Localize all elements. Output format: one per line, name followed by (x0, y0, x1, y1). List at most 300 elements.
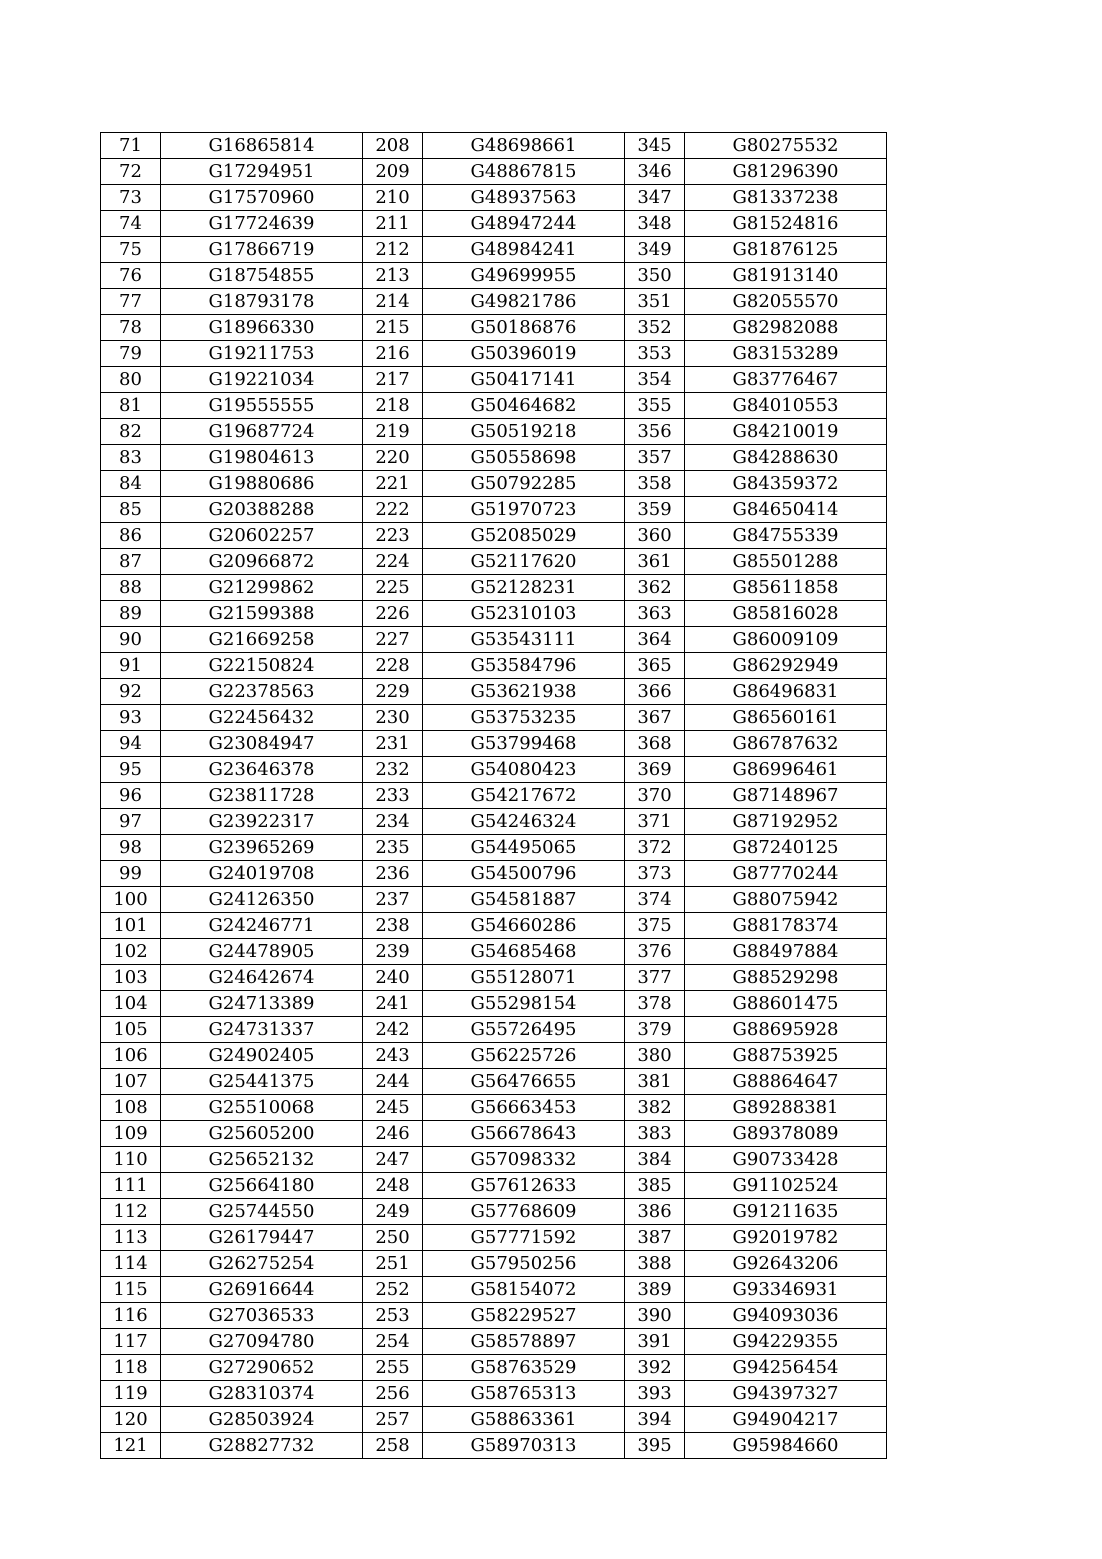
serial-number-cell: 77 (101, 289, 161, 315)
id-code-cell: G85611858 (685, 575, 887, 601)
serial-number-cell: 383 (625, 1121, 685, 1147)
id-number-table (100, 132, 887, 1459)
serial-number-cell: 382 (625, 1095, 685, 1121)
serial-number-cell: 237 (363, 887, 423, 913)
serial-number-cell: 371 (625, 809, 685, 835)
table-row (101, 1251, 887, 1277)
serial-number-cell: 387 (625, 1225, 685, 1251)
serial-number-cell: 392 (625, 1355, 685, 1381)
table-row (101, 835, 887, 861)
serial-number-cell: 217 (363, 367, 423, 393)
serial-number-cell: 393 (625, 1381, 685, 1407)
id-code-cell: G24731337 (161, 1017, 363, 1043)
serial-number-cell: 118 (101, 1355, 161, 1381)
id-code-cell: G94256454 (685, 1355, 887, 1381)
id-code-cell: G54080423 (423, 757, 625, 783)
serial-number-cell: 89 (101, 601, 161, 627)
serial-number-cell: 99 (101, 861, 161, 887)
serial-number-cell: 256 (363, 1381, 423, 1407)
serial-number-cell: 350 (625, 263, 685, 289)
id-code-cell: G81524816 (685, 211, 887, 237)
serial-number-cell: 360 (625, 523, 685, 549)
table-row (101, 471, 887, 497)
id-code-cell: G24713389 (161, 991, 363, 1017)
serial-number-cell: 365 (625, 653, 685, 679)
table-row (101, 965, 887, 991)
id-code-cell: G48698661 (423, 133, 625, 159)
serial-number-cell: 117 (101, 1329, 161, 1355)
id-code-cell: G55726495 (423, 1017, 625, 1043)
id-code-cell: G49821786 (423, 289, 625, 315)
serial-number-cell: 214 (363, 289, 423, 315)
serial-number-cell: 242 (363, 1017, 423, 1043)
id-code-cell: G88529298 (685, 965, 887, 991)
id-code-cell: G93346931 (685, 1277, 887, 1303)
id-code-cell: G88178374 (685, 913, 887, 939)
id-code-cell: G81296390 (685, 159, 887, 185)
serial-number-cell: 114 (101, 1251, 161, 1277)
serial-number-cell: 93 (101, 705, 161, 731)
serial-number-cell: 228 (363, 653, 423, 679)
id-code-cell: G48947244 (423, 211, 625, 237)
table-row (101, 159, 887, 185)
id-code-cell: G58154072 (423, 1277, 625, 1303)
id-code-cell: G20388288 (161, 497, 363, 523)
serial-number-cell: 100 (101, 887, 161, 913)
serial-number-cell: 75 (101, 237, 161, 263)
serial-number-cell: 377 (625, 965, 685, 991)
id-code-cell: G52310103 (423, 601, 625, 627)
id-code-cell: G58229527 (423, 1303, 625, 1329)
id-code-cell: G16865814 (161, 133, 363, 159)
id-code-cell: G22378563 (161, 679, 363, 705)
id-code-cell: G24902405 (161, 1043, 363, 1069)
id-code-cell: G48984241 (423, 237, 625, 263)
serial-number-cell: 74 (101, 211, 161, 237)
serial-number-cell: 345 (625, 133, 685, 159)
serial-number-cell: 210 (363, 185, 423, 211)
id-code-cell: G82055570 (685, 289, 887, 315)
table-row (101, 575, 887, 601)
id-code-cell: G83776467 (685, 367, 887, 393)
table-row (101, 263, 887, 289)
serial-number-cell: 354 (625, 367, 685, 393)
serial-number-cell: 115 (101, 1277, 161, 1303)
id-code-cell: G52128231 (423, 575, 625, 601)
serial-number-cell: 250 (363, 1225, 423, 1251)
table-row (101, 653, 887, 679)
id-code-cell: G27290652 (161, 1355, 363, 1381)
serial-number-cell: 356 (625, 419, 685, 445)
serial-number-cell: 108 (101, 1095, 161, 1121)
id-code-cell: G80275532 (685, 133, 887, 159)
table-row (101, 289, 887, 315)
id-code-cell: G88497884 (685, 939, 887, 965)
serial-number-cell: 352 (625, 315, 685, 341)
serial-number-cell: 378 (625, 991, 685, 1017)
table-row (101, 939, 887, 965)
serial-number-cell: 113 (101, 1225, 161, 1251)
id-code-cell: G25744550 (161, 1199, 363, 1225)
id-code-cell: G53753235 (423, 705, 625, 731)
serial-number-cell: 91 (101, 653, 161, 679)
id-code-cell: G87148967 (685, 783, 887, 809)
serial-number-cell: 112 (101, 1199, 161, 1225)
serial-number-cell: 79 (101, 341, 161, 367)
serial-number-cell: 391 (625, 1329, 685, 1355)
serial-number-cell: 394 (625, 1407, 685, 1433)
id-code-cell: G17724639 (161, 211, 363, 237)
id-code-cell: G24478905 (161, 939, 363, 965)
table-row (101, 211, 887, 237)
table-row (101, 887, 887, 913)
id-code-cell: G22150824 (161, 653, 363, 679)
id-code-cell: G84359372 (685, 471, 887, 497)
table-row (101, 1277, 887, 1303)
id-code-cell: G85816028 (685, 601, 887, 627)
serial-number-cell: 215 (363, 315, 423, 341)
id-code-cell: G58863361 (423, 1407, 625, 1433)
id-code-cell: G56476655 (423, 1069, 625, 1095)
id-code-cell: G48867815 (423, 159, 625, 185)
serial-number-cell: 96 (101, 783, 161, 809)
id-code-cell: G56225726 (423, 1043, 625, 1069)
serial-number-cell: 349 (625, 237, 685, 263)
table-row (101, 237, 887, 263)
serial-number-cell: 357 (625, 445, 685, 471)
id-code-cell: G86292949 (685, 653, 887, 679)
table-row (101, 1199, 887, 1225)
serial-number-cell: 254 (363, 1329, 423, 1355)
id-code-cell: G23811728 (161, 783, 363, 809)
id-code-cell: G87192952 (685, 809, 887, 835)
id-code-cell: G94093036 (685, 1303, 887, 1329)
id-code-cell: G84650414 (685, 497, 887, 523)
id-code-cell: G50396019 (423, 341, 625, 367)
serial-number-cell: 238 (363, 913, 423, 939)
id-code-cell: G92643206 (685, 1251, 887, 1277)
id-code-cell: G89378089 (685, 1121, 887, 1147)
table-row (101, 497, 887, 523)
id-code-cell: G54495065 (423, 835, 625, 861)
id-code-cell: G50464682 (423, 393, 625, 419)
table-row (101, 809, 887, 835)
table-row (101, 1407, 887, 1433)
id-code-cell: G89288381 (685, 1095, 887, 1121)
serial-number-cell: 248 (363, 1173, 423, 1199)
serial-number-cell: 73 (101, 185, 161, 211)
serial-number-cell: 92 (101, 679, 161, 705)
id-code-cell: G57098332 (423, 1147, 625, 1173)
serial-number-cell: 369 (625, 757, 685, 783)
table-row (101, 1043, 887, 1069)
id-code-cell: G48937563 (423, 185, 625, 211)
serial-number-cell: 367 (625, 705, 685, 731)
serial-number-cell: 376 (625, 939, 685, 965)
table-row (101, 1225, 887, 1251)
serial-number-cell: 233 (363, 783, 423, 809)
table-row (101, 1381, 887, 1407)
id-code-cell: G86787632 (685, 731, 887, 757)
id-code-cell: G24019708 (161, 861, 363, 887)
id-code-cell: G91211635 (685, 1199, 887, 1225)
table-body (101, 133, 887, 1459)
id-code-cell: G84288630 (685, 445, 887, 471)
serial-number-cell: 244 (363, 1069, 423, 1095)
serial-number-cell: 229 (363, 679, 423, 705)
serial-number-cell: 209 (363, 159, 423, 185)
id-code-cell: G52085029 (423, 523, 625, 549)
id-code-cell: G81337238 (685, 185, 887, 211)
id-code-cell: G17294951 (161, 159, 363, 185)
id-code-cell: G23084947 (161, 731, 363, 757)
id-code-cell: G85501288 (685, 549, 887, 575)
id-code-cell: G57768609 (423, 1199, 625, 1225)
serial-number-cell: 252 (363, 1277, 423, 1303)
serial-number-cell: 374 (625, 887, 685, 913)
serial-number-cell: 80 (101, 367, 161, 393)
serial-number-cell: 241 (363, 991, 423, 1017)
serial-number-cell: 395 (625, 1433, 685, 1459)
table-row (101, 705, 887, 731)
id-code-cell: G19221034 (161, 367, 363, 393)
serial-number-cell: 363 (625, 601, 685, 627)
serial-number-cell: 239 (363, 939, 423, 965)
id-code-cell: G88601475 (685, 991, 887, 1017)
id-code-cell: G18793178 (161, 289, 363, 315)
id-code-cell: G23646378 (161, 757, 363, 783)
table-row (101, 1355, 887, 1381)
serial-number-cell: 221 (363, 471, 423, 497)
table-row (101, 315, 887, 341)
id-code-cell: G92019782 (685, 1225, 887, 1251)
serial-number-cell: 83 (101, 445, 161, 471)
table-row (101, 185, 887, 211)
serial-number-cell: 219 (363, 419, 423, 445)
serial-number-cell: 236 (363, 861, 423, 887)
table-row (101, 133, 887, 159)
id-code-cell: G82982088 (685, 315, 887, 341)
table-row (101, 341, 887, 367)
serial-number-cell: 81 (101, 393, 161, 419)
id-code-cell: G20602257 (161, 523, 363, 549)
serial-number-cell: 253 (363, 1303, 423, 1329)
serial-number-cell: 246 (363, 1121, 423, 1147)
id-code-cell: G27094780 (161, 1329, 363, 1355)
serial-number-cell: 227 (363, 627, 423, 653)
table-row (101, 861, 887, 887)
serial-number-cell: 370 (625, 783, 685, 809)
id-code-cell: G54500796 (423, 861, 625, 887)
id-code-cell: G23922317 (161, 809, 363, 835)
id-code-cell: G88864647 (685, 1069, 887, 1095)
serial-number-cell: 88 (101, 575, 161, 601)
id-code-cell: G26179447 (161, 1225, 363, 1251)
serial-number-cell: 372 (625, 835, 685, 861)
id-code-cell: G90733428 (685, 1147, 887, 1173)
id-code-cell: G50558698 (423, 445, 625, 471)
id-code-cell: G86009109 (685, 627, 887, 653)
serial-number-cell: 225 (363, 575, 423, 601)
table-row (101, 393, 887, 419)
serial-number-cell: 257 (363, 1407, 423, 1433)
serial-number-cell: 216 (363, 341, 423, 367)
table-row (101, 991, 887, 1017)
serial-number-cell: 109 (101, 1121, 161, 1147)
id-code-cell: G54246324 (423, 809, 625, 835)
id-code-cell: G21669258 (161, 627, 363, 653)
serial-number-cell: 385 (625, 1173, 685, 1199)
id-code-cell: G54217672 (423, 783, 625, 809)
table-row (101, 601, 887, 627)
serial-number-cell: 361 (625, 549, 685, 575)
id-code-cell: G26916644 (161, 1277, 363, 1303)
table-row (101, 731, 887, 757)
serial-number-cell: 224 (363, 549, 423, 575)
id-code-cell: G54581887 (423, 887, 625, 913)
id-code-cell: G88695928 (685, 1017, 887, 1043)
serial-number-cell: 82 (101, 419, 161, 445)
serial-number-cell: 381 (625, 1069, 685, 1095)
id-code-cell: G28827732 (161, 1433, 363, 1459)
table-row (101, 783, 887, 809)
serial-number-cell: 103 (101, 965, 161, 991)
serial-number-cell: 232 (363, 757, 423, 783)
id-code-cell: G81876125 (685, 237, 887, 263)
serial-number-cell: 102 (101, 939, 161, 965)
id-code-cell: G94397327 (685, 1381, 887, 1407)
serial-number-cell: 72 (101, 159, 161, 185)
id-code-cell: G84755339 (685, 523, 887, 549)
id-code-cell: G53584796 (423, 653, 625, 679)
serial-number-cell: 243 (363, 1043, 423, 1069)
id-code-cell: G19555555 (161, 393, 363, 419)
serial-number-cell: 355 (625, 393, 685, 419)
serial-number-cell: 258 (363, 1433, 423, 1459)
id-code-cell: G27036533 (161, 1303, 363, 1329)
id-code-cell: G50792285 (423, 471, 625, 497)
id-code-cell: G94229355 (685, 1329, 887, 1355)
table-row (101, 549, 887, 575)
table-row (101, 913, 887, 939)
id-code-cell: G58765313 (423, 1381, 625, 1407)
serial-number-cell: 94 (101, 731, 161, 757)
serial-number-cell: 97 (101, 809, 161, 835)
serial-number-cell: 240 (363, 965, 423, 991)
serial-number-cell: 213 (363, 263, 423, 289)
serial-number-cell: 359 (625, 497, 685, 523)
table-row (101, 1433, 887, 1459)
table-row (101, 757, 887, 783)
id-code-cell: G50519218 (423, 419, 625, 445)
id-code-cell: G86996461 (685, 757, 887, 783)
table-row (101, 1095, 887, 1121)
serial-number-cell: 245 (363, 1095, 423, 1121)
serial-number-cell: 231 (363, 731, 423, 757)
id-code-cell: G19804613 (161, 445, 363, 471)
serial-number-cell: 353 (625, 341, 685, 367)
id-code-cell: G57771592 (423, 1225, 625, 1251)
id-code-cell: G28310374 (161, 1381, 363, 1407)
table-row (101, 1017, 887, 1043)
serial-number-cell: 346 (625, 159, 685, 185)
serial-number-cell: 348 (625, 211, 685, 237)
id-code-cell: G25441375 (161, 1069, 363, 1095)
id-code-cell: G28503924 (161, 1407, 363, 1433)
serial-number-cell: 351 (625, 289, 685, 315)
serial-number-cell: 389 (625, 1277, 685, 1303)
table-row (101, 1329, 887, 1355)
id-code-cell: G52117620 (423, 549, 625, 575)
serial-number-cell: 347 (625, 185, 685, 211)
serial-number-cell: 119 (101, 1381, 161, 1407)
id-code-cell: G24642674 (161, 965, 363, 991)
serial-number-cell: 384 (625, 1147, 685, 1173)
table-row (101, 1121, 887, 1147)
serial-number-cell: 84 (101, 471, 161, 497)
serial-number-cell: 86 (101, 523, 161, 549)
table-row (101, 1069, 887, 1095)
id-code-cell: G17866719 (161, 237, 363, 263)
serial-number-cell: 226 (363, 601, 423, 627)
table-row (101, 1173, 887, 1199)
serial-number-cell: 85 (101, 497, 161, 523)
id-code-cell: G26275254 (161, 1251, 363, 1277)
id-code-cell: G49699955 (423, 263, 625, 289)
id-code-cell: G58763529 (423, 1355, 625, 1381)
serial-number-cell: 107 (101, 1069, 161, 1095)
id-code-cell: G87240125 (685, 835, 887, 861)
serial-number-cell: 390 (625, 1303, 685, 1329)
serial-number-cell: 235 (363, 835, 423, 861)
serial-number-cell: 116 (101, 1303, 161, 1329)
serial-number-cell: 223 (363, 523, 423, 549)
id-code-cell: G86560161 (685, 705, 887, 731)
id-code-cell: G56678643 (423, 1121, 625, 1147)
serial-number-cell: 76 (101, 263, 161, 289)
id-code-cell: G58970313 (423, 1433, 625, 1459)
serial-number-cell: 120 (101, 1407, 161, 1433)
serial-number-cell: 106 (101, 1043, 161, 1069)
table-row (101, 679, 887, 705)
serial-number-cell: 211 (363, 211, 423, 237)
serial-number-cell: 358 (625, 471, 685, 497)
serial-number-cell: 379 (625, 1017, 685, 1043)
id-code-cell: G57950256 (423, 1251, 625, 1277)
table-row (101, 523, 887, 549)
serial-number-cell: 111 (101, 1173, 161, 1199)
serial-number-cell: 234 (363, 809, 423, 835)
serial-number-cell: 368 (625, 731, 685, 757)
serial-number-cell: 362 (625, 575, 685, 601)
serial-number-cell: 95 (101, 757, 161, 783)
id-code-cell: G19687724 (161, 419, 363, 445)
id-code-cell: G84210019 (685, 419, 887, 445)
serial-number-cell: 218 (363, 393, 423, 419)
serial-number-cell: 247 (363, 1147, 423, 1173)
serial-number-cell: 110 (101, 1147, 161, 1173)
table-row (101, 1303, 887, 1329)
id-code-cell: G19211753 (161, 341, 363, 367)
id-code-cell: G18754855 (161, 263, 363, 289)
serial-number-cell: 71 (101, 133, 161, 159)
id-code-cell: G25664180 (161, 1173, 363, 1199)
id-code-cell: G50186876 (423, 315, 625, 341)
serial-number-cell: 98 (101, 835, 161, 861)
id-code-cell: G94904217 (685, 1407, 887, 1433)
id-code-cell: G17570960 (161, 185, 363, 211)
serial-number-cell: 373 (625, 861, 685, 887)
